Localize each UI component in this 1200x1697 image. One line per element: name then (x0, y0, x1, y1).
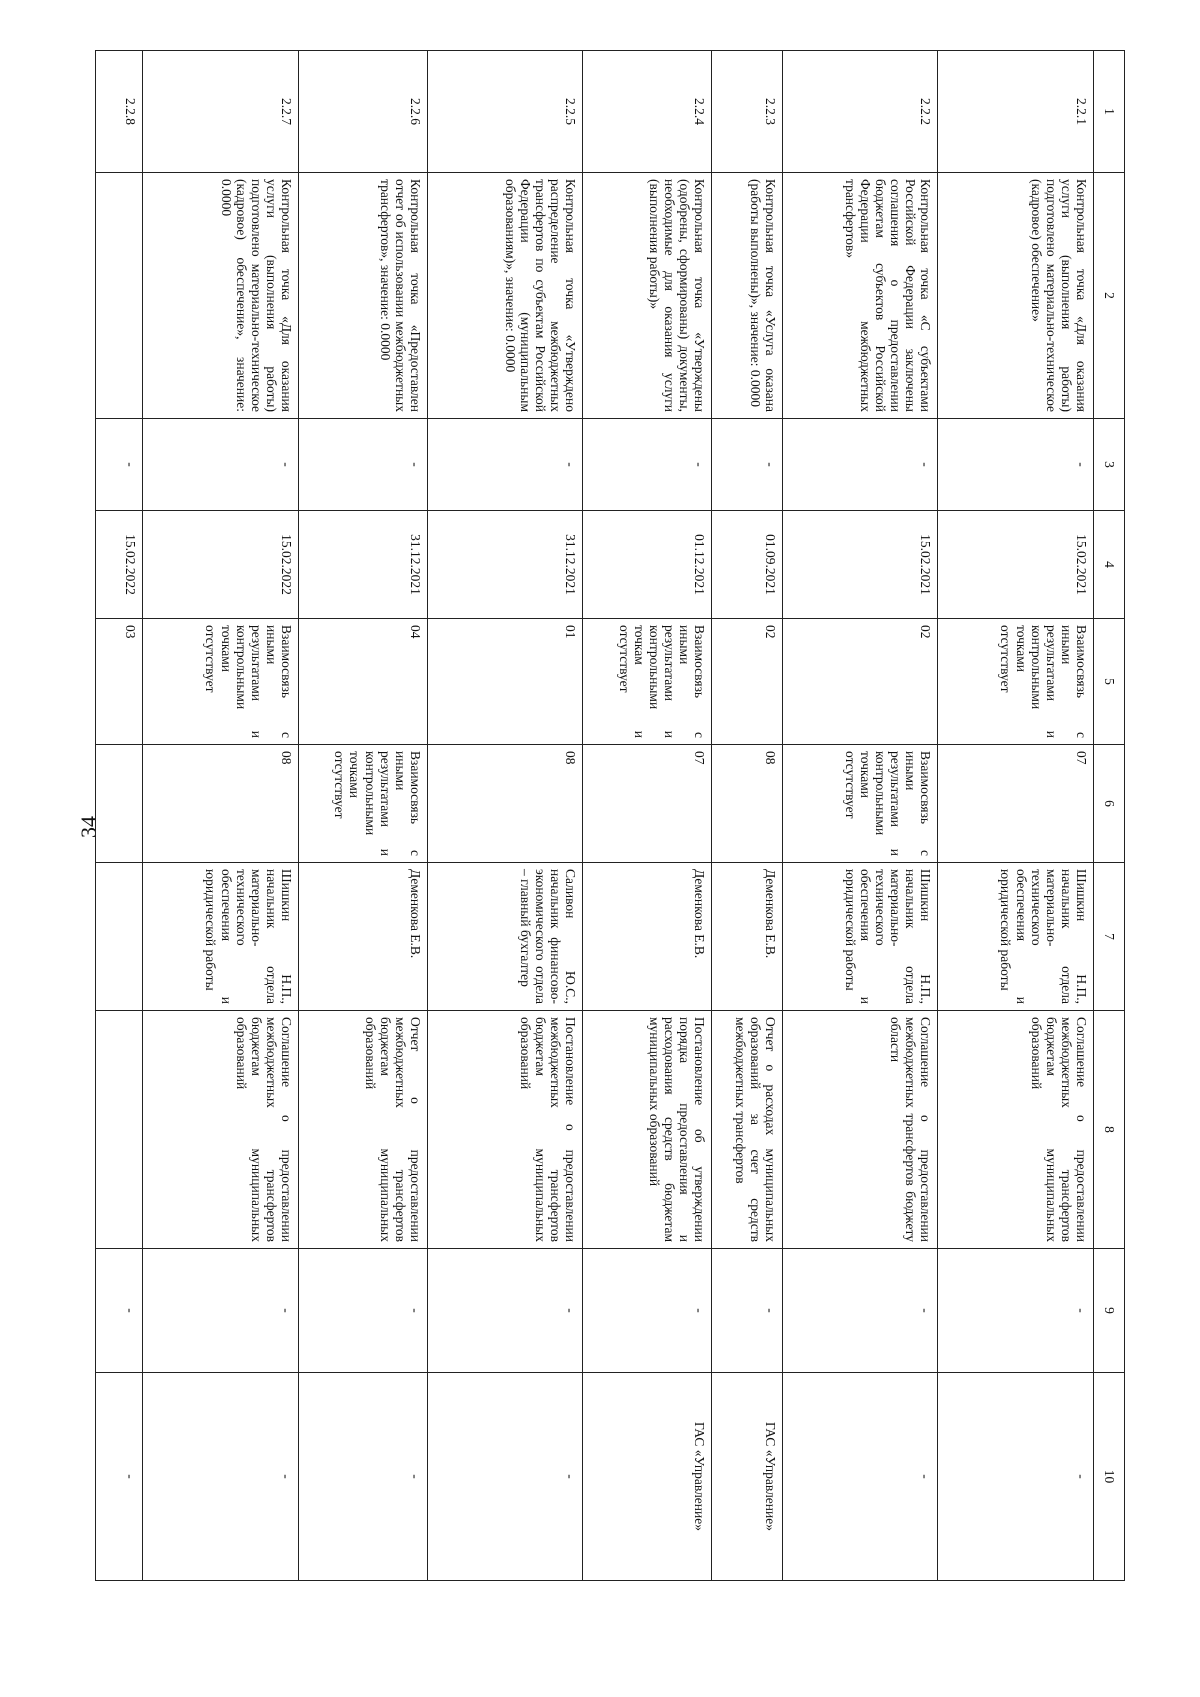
row-number-cell: 2.2.1 (938, 51, 1094, 173)
cell-col9: - (938, 1249, 1094, 1373)
cell-col9: - (583, 1249, 712, 1373)
column-header: 8 (1094, 1011, 1125, 1249)
column-header: 5 (1094, 619, 1125, 745)
system-cell: - (299, 1373, 428, 1581)
row-number-cell: 2.2.8 (96, 51, 143, 173)
responsible-cell (96, 863, 143, 1011)
document-cell: Постановление о предоставлении межбюджетных трансфертов бюджетам муниципальных образований (427, 1011, 583, 1249)
table-row (583, 51, 712, 1581)
document-cell: Постановление об утверждении порядка предоставления и расходования средств бюджетам муниципальных образований (583, 1011, 712, 1249)
system-cell: - (143, 1373, 299, 1581)
cell-col3: - (96, 419, 143, 511)
row-number-cell: 2.2.4 (583, 51, 712, 173)
cell-col5: Взаимосвязь с иными результатами и контрольными точкам и отсутствует (583, 619, 712, 745)
cell-col9: - (782, 1249, 938, 1373)
date-cell: 31.12.2021 (299, 511, 428, 619)
control-point-cell: Контрольная точка «Для оказания услуги (выполнения работы) подготовлено материально-техническое (кадровое) обеспечение», значение: 0.0000 (143, 173, 299, 419)
table-row (299, 51, 428, 1581)
header-row (1094, 51, 1125, 1581)
document-cell: Отчет о расходах муниципальных образований за счет средств межбюджетных трансфертов (712, 1011, 783, 1249)
row-number-cell: 2.2.2 (782, 51, 938, 173)
column-header: 10 (1094, 1373, 1125, 1581)
control-point-cell: Контрольная точка «Предоставлен отчет об использовании межбюджетных трансфертов», значение: 0.0000 (299, 173, 428, 419)
document-cell: Соглашение о предоставлении межбюджетных трансфертов бюджетам муниципальных образований (143, 1011, 299, 1249)
responsible-cell: Деменкова Е.В. (712, 863, 783, 1011)
control-point-cell: Контрольная точка «С субъектами Российской Федерации заключены соглашения о предоставлении бюджетам субъектов Российской Федерации межбюджетных трансфертов» (782, 173, 938, 419)
table-row (427, 51, 583, 1581)
responsible-cell: Шишкин Н.П., начальник отдела материально-технического обеспечения и юридической работы (782, 863, 938, 1011)
cell-col3: - (712, 419, 783, 511)
cell-col5: 04 (299, 619, 428, 745)
cell-col6: 07 (938, 745, 1094, 863)
column-header: 4 (1094, 511, 1125, 619)
cell-col3: - (143, 419, 299, 511)
control-points-table (95, 50, 1125, 1581)
responsible-cell: Деменкова Е.В. (583, 863, 712, 1011)
table-row (782, 51, 938, 1581)
row-number-cell: 2.2.7 (143, 51, 299, 173)
date-cell: 01.09.2021 (712, 511, 783, 619)
cell-col5: 02 (712, 619, 783, 745)
cell-col3: - (782, 419, 938, 511)
table-row (143, 51, 299, 1581)
cell-col5: 01 (427, 619, 583, 745)
row-number-cell: 2.2.3 (712, 51, 783, 173)
date-cell: 15.02.2022 (96, 511, 143, 619)
cell-col3: - (583, 419, 712, 511)
cell-col6 (96, 745, 143, 863)
cell-col9: - (712, 1249, 783, 1373)
cell-col9: - (299, 1249, 428, 1373)
column-header: 1 (1094, 51, 1125, 173)
cell-col9: - (427, 1249, 583, 1373)
cell-col6: Взаимосвязь с иными результатами и контрольными точками отсутствует (299, 745, 428, 863)
control-point-cell: Контрольная точка «Утверждены (одобрены, сформированы) документы, необходимые для оказания услуги (выполнения работы)» (583, 173, 712, 419)
responsible-cell: Шишкин Н.П., начальник отдела материально-технического обеспечения и юридической работы (938, 863, 1094, 1011)
cell-col3: - (299, 419, 428, 511)
cell-col6: Взаимосвязь с иными результатами и контрольными точками отсутствует (782, 745, 938, 863)
control-point-cell (96, 173, 143, 419)
date-cell: 15.02.2021 (938, 511, 1094, 619)
cell-col6: 08 (712, 745, 783, 863)
cell-col3: - (938, 419, 1094, 511)
system-cell: - (938, 1373, 1094, 1581)
page-number: 34 (76, 816, 101, 838)
cell-col5: 03 (96, 619, 143, 745)
row-number-cell: 2.2.6 (299, 51, 428, 173)
cell-col6: 08 (427, 745, 583, 863)
cell-col6: 08 (143, 745, 299, 863)
cell-col5: 02 (782, 619, 938, 745)
control-point-cell: Контрольная точка «Для оказания услуги (выполнения работы) подготовлено материально-техническое (кадровое) обеспечение» (938, 173, 1094, 419)
document-cell: Соглашение о предоставлении межбюджетных трансфертов бюджету области (782, 1011, 938, 1249)
cell-col5: Взаимосвязь с иными результатами и контрольными точками отсутствует (143, 619, 299, 745)
table-row (96, 51, 143, 1581)
table-row (938, 51, 1094, 1581)
cell-col3: - (427, 419, 583, 511)
system-cell: - (427, 1373, 583, 1581)
control-point-cell: Контрольная точка «Утверждено распределение межбюджетных трансфертов по субъектам Российской Федерации (муниципальным образованиям)», значение: 0.0000 (427, 173, 583, 419)
date-cell: 15.02.2022 (143, 511, 299, 619)
system-cell: - (782, 1373, 938, 1581)
column-header: 6 (1094, 745, 1125, 863)
row-number-cell: 2.2.5 (427, 51, 583, 173)
date-cell: 01.12.2021 (583, 511, 712, 619)
date-cell: 15.02.2021 (782, 511, 938, 619)
cell-col6: 07 (583, 745, 712, 863)
document-cell: Соглашение о предоставлении межбюджетных трансфертов бюджетам муниципальных образований (938, 1011, 1094, 1249)
date-cell: 31.12.2021 (427, 511, 583, 619)
cell-col9: - (143, 1249, 299, 1373)
control-point-cell: Контрольная точка «Услуга оказана (работы выполнены)», значение: 0.0000 (712, 173, 783, 419)
column-header: 7 (1094, 863, 1125, 1011)
cell-col5: Взаимосвязь с иными результатами и контрольными точками отсутствует (938, 619, 1094, 745)
responsible-cell: Деменкова Е.В. (299, 863, 428, 1011)
column-header: 9 (1094, 1249, 1125, 1373)
table-row (712, 51, 783, 1581)
cell-col9: - (96, 1249, 143, 1373)
system-cell: ГАС «Управление» (583, 1373, 712, 1581)
system-cell: - (96, 1373, 143, 1581)
control-points-table-container (95, 50, 1125, 1580)
responsible-cell: Саливон Ю.С., начальник финансово-экономического отдела – главный бухгалтер (427, 863, 583, 1011)
column-header: 2 (1094, 173, 1125, 419)
document-cell: Отчет о предоставлении межбюджетных трансфертов бюджетам муниципальных образований (299, 1011, 428, 1249)
document-cell (96, 1011, 143, 1249)
column-header: 3 (1094, 419, 1125, 511)
responsible-cell: Шишкин Н.П., начальник отдела материально-технического обеспечения и юридической работы (143, 863, 299, 1011)
system-cell: ГАС «Управление» (712, 1373, 783, 1581)
